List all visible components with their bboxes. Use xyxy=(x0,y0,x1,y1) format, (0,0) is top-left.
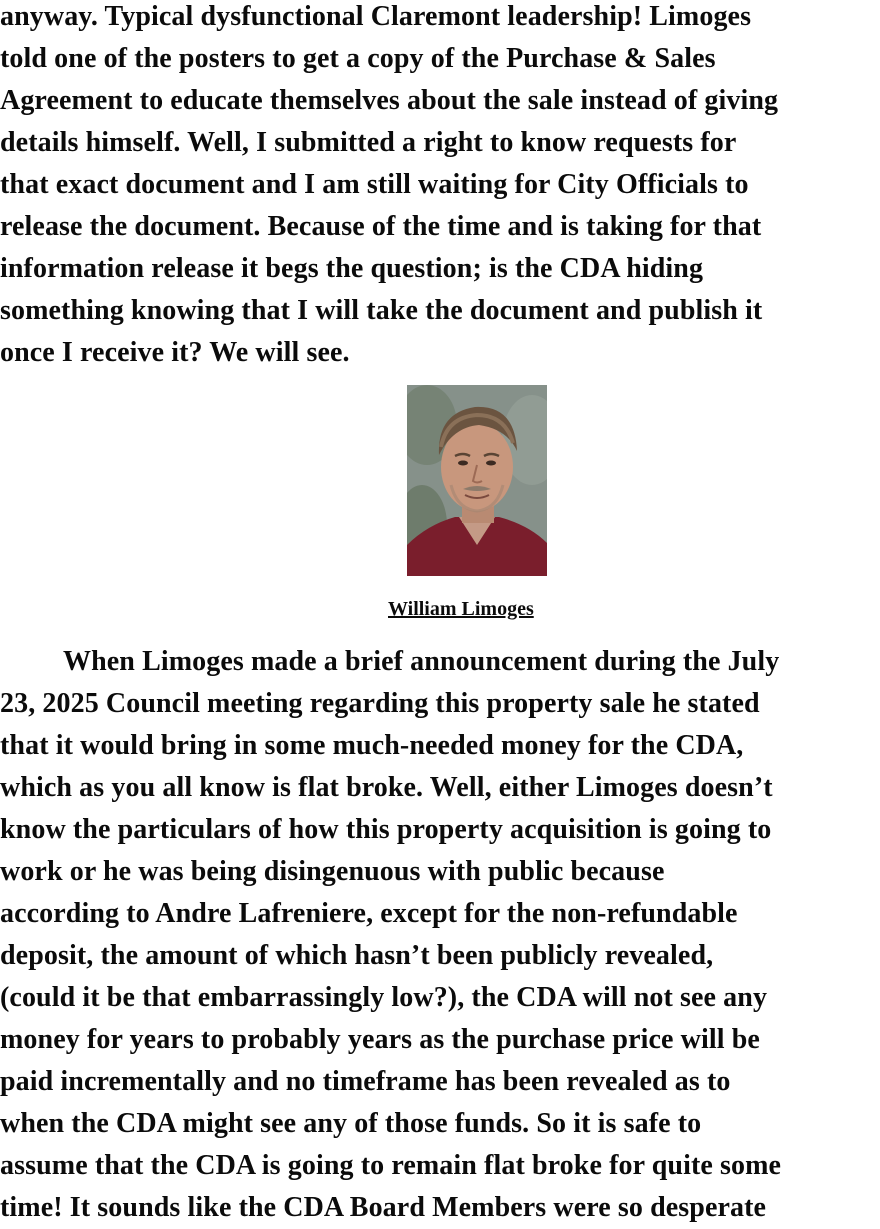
text-line: (could it be that embarrassingly low?), the CDA will not see any xyxy=(0,982,768,1013)
text-line: assume that the CDA is going to remain flat broke for quite some xyxy=(0,1150,782,1181)
text-line: Agreement to educate themselves about the sale instead of giving xyxy=(0,85,779,116)
text-line: once I receive it? We will see. xyxy=(0,337,350,368)
text-line: 23, 2025 Council meeting regarding this property sale he stated xyxy=(0,688,760,719)
text-line: When Limoges made a brief announcement during the July xyxy=(63,646,780,677)
text-line: that it would bring in some much-needed money for the CDA, xyxy=(0,730,744,761)
text-line: time! It sounds like the CDA Board Members were so desperate xyxy=(0,1192,767,1223)
text-line: when the CDA might see any of those funds. So it is safe to xyxy=(0,1108,702,1139)
text-line: deposit, the amount of which hasn’t been publicly revealed, xyxy=(0,940,714,971)
text-line: money for years to probably years as the purchase price will be xyxy=(0,1024,760,1055)
text-line: information release it begs the question; is the CDA hiding xyxy=(0,253,704,284)
text-line: told one of the posters to get a copy of the Purchase & Sales xyxy=(0,43,716,74)
portrait-illustration xyxy=(407,385,547,576)
text-line: details himself. Well, I submitted a right to know requests for xyxy=(0,127,737,158)
text-line: release the document. Because of the time and is taking for that xyxy=(0,211,762,242)
text-line: anyway. Typical dysfunctional Claremont leadership! Limoges xyxy=(0,1,752,32)
paragraph-2 xyxy=(0,641,880,1229)
paragraph-1 xyxy=(0,0,880,374)
text-line: according to Andre Lafreniere, except for the non-refundable xyxy=(0,898,738,929)
text-line: know the particulars of how this property acquisition is going to xyxy=(0,814,772,845)
photo-caption: William Limoges xyxy=(388,598,534,620)
text-line: paid incrementally and no timeframe has been revealed as to xyxy=(0,1066,731,1097)
text-line: that exact document and I am still waiting for City Officials to xyxy=(0,169,749,200)
text-line: work or he was being disingenuous with public because xyxy=(0,856,665,887)
text-line: which as you all know is flat broke. Well, either Limoges doesn’t xyxy=(0,772,773,803)
text-line: something knowing that I will take the document and publish it xyxy=(0,295,763,326)
portrait-photo xyxy=(407,385,547,576)
